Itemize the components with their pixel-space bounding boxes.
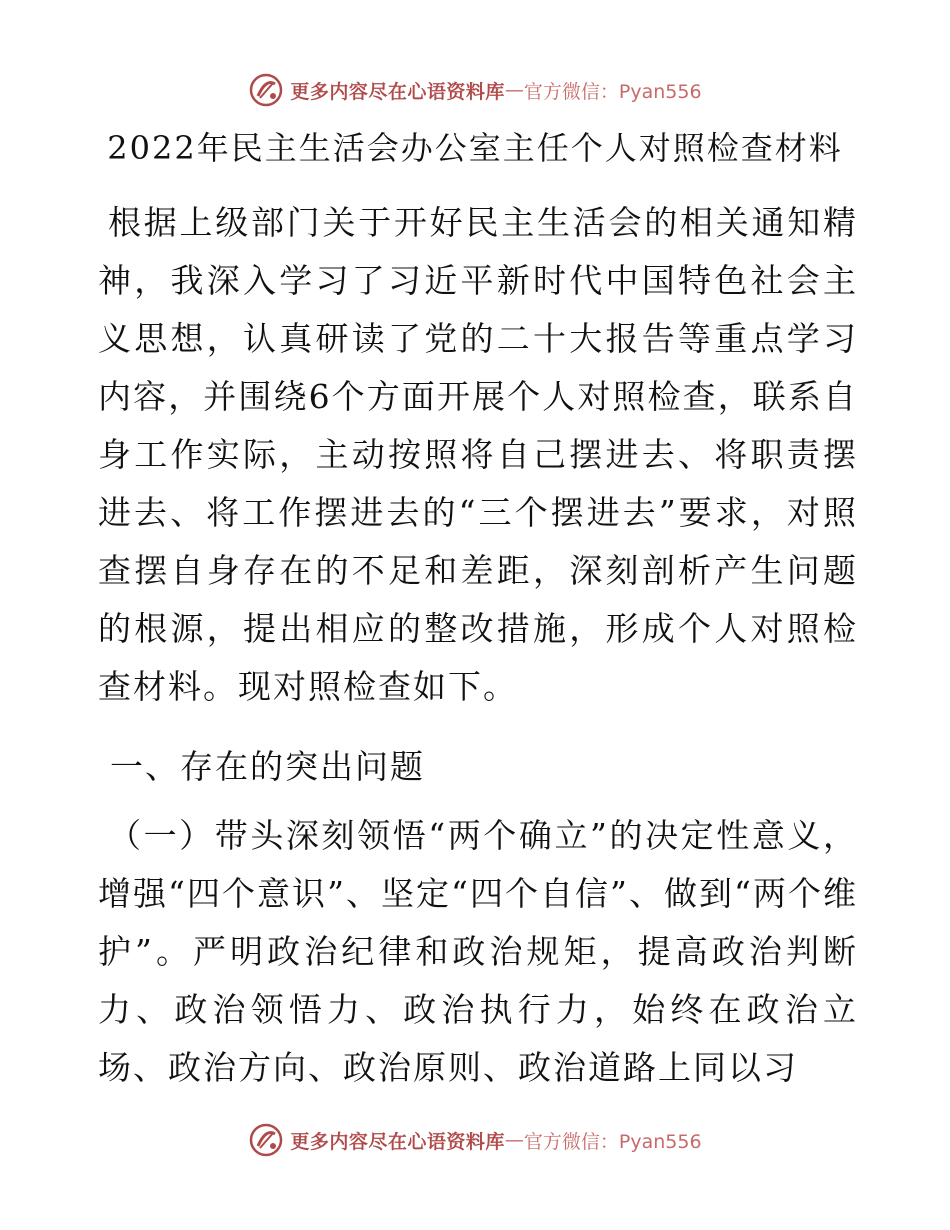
logo-icon (248, 1122, 284, 1158)
header-banner (0, 70, 950, 110)
banner-brand: 更多内容尽在心语资料库 (290, 80, 505, 103)
banner-brand: 更多内容尽在心语资料库 (290, 1130, 505, 1153)
banner-separator: — (504, 79, 524, 101)
document-title: 2022年民主生活会办公室主任个人对照检查材料 (107, 129, 843, 167)
banner-contact: 官方微信：Pyan556 (523, 80, 702, 103)
banner-contact: 官方微信：Pyan556 (523, 1130, 702, 1153)
banner-separator: — (504, 1129, 524, 1151)
footer-banner (0, 1120, 950, 1160)
logo-icon (248, 72, 284, 108)
section-heading: 一、存在的突出问题 (110, 747, 425, 786)
intro-paragraph: 根据上级部门关于开好民主生活会的相关通知精神，我深入学习了习近平新时代中国特色社会主义思想，认真研读了党的二十大报告等重点学习内容，并围绕6个方面开展个人对照检查，联系自身工作实际，主动按照将自己摆进去、将职责摆进去、将工作摆进去的“三个摆进去”要求，对照查摆自身存在的不足和差距，深刻剖析产生问题的根源，提出相应的整改措施，形成个人对照检查材料。现对照检查如下。 (98, 203, 858, 706)
subsection-paragraph: （一）带头深刻领悟“两个确立”的决定性意义，增强“四个意识”、坚定“四个自信”、做到“两个维护”。严明政治纪律和政治规矩，提高政治判断力、政治领悟力、政治执行力，始终在政治立场、政治方向、政治原则、政治道路上同以习 (98, 816, 858, 1087)
